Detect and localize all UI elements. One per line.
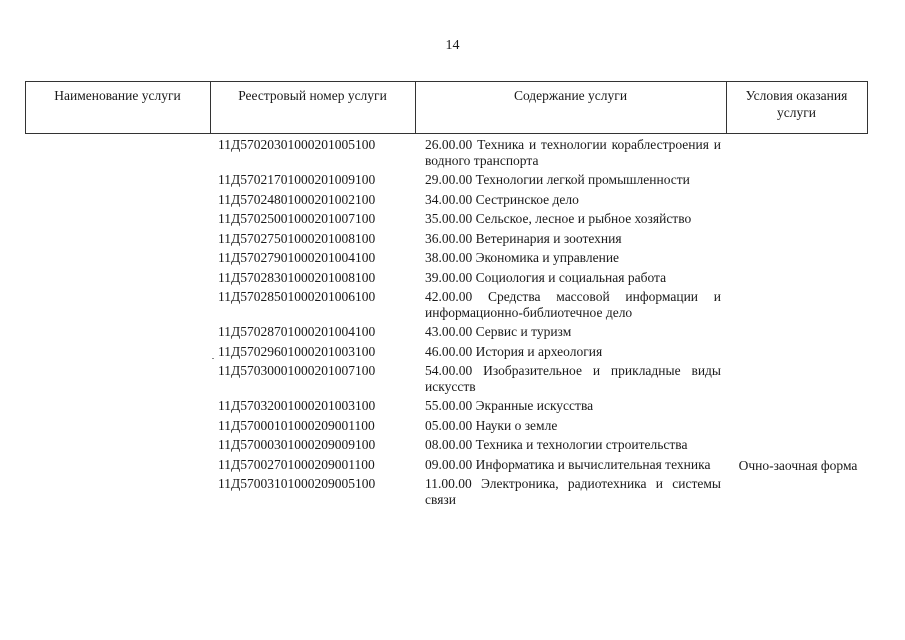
table-row — [0, 211, 905, 231]
registry-number: 11Д57028301000201008100 — [218, 269, 376, 285]
registry-number: 11Д57000301000209009100 — [218, 437, 376, 452]
service-content: 54.00.00 Изобразительное и прикладные виды искусств — [425, 363, 721, 394]
header-top-border — [25, 81, 868, 82]
service-content: 08.00.00 Техника и технологии строительства — [425, 437, 688, 452]
table-row — [0, 250, 905, 270]
table-row — [0, 437, 905, 457]
registry-number: 11Д57002701000209001100 — [218, 456, 375, 472]
service-content: 11.00.00 Электроника, радиотехника и системы связи — [425, 476, 721, 507]
registry-number: 11Д57027501000201008100 — [218, 230, 376, 246]
table-body — [0, 137, 905, 511]
service-content: 29.00.00 Технологии легкой промышленности — [425, 172, 690, 187]
table-row — [0, 172, 905, 192]
service-content: 09.00.00 Информатика и вычислительная техника — [425, 456, 711, 472]
registry-number: 11Д57021701000201009100 — [218, 172, 376, 187]
header-bottom-border — [25, 133, 868, 134]
table-row — [0, 192, 905, 212]
service-content: 38.00.00 Экономика и управление — [425, 250, 620, 265]
registry-number: 11Д57000101000209001100 — [218, 417, 375, 433]
service-content: 36.00.00 Ветеринария и зоотехния — [425, 230, 622, 246]
registry-number: 11Д57029601000201003100 — [218, 343, 376, 359]
service-content: 46.00.00 История и археология — [425, 343, 603, 359]
service-content: 35.00.00 Сельское, лесное и рыбное хозяйство — [425, 211, 692, 226]
column-divider — [867, 81, 868, 134]
registry-number: 11Д57020301000201005100 — [218, 137, 376, 152]
registry-number: 11Д57003101000209005100 — [218, 476, 376, 491]
table-row — [0, 344, 905, 364]
header-service-content: Содержание услуги — [513, 88, 628, 103]
table-row — [0, 363, 905, 398]
table-row — [0, 418, 905, 438]
registry-number: 11Д57032001000201003100 — [218, 398, 376, 413]
registry-number: 11Д57030001000201007100 — [218, 363, 376, 378]
service-content: 42.00.00 Средства массовой информации и информационно-библиотечное дело — [425, 289, 721, 320]
table-row — [0, 476, 905, 511]
table-row — [0, 398, 905, 418]
header-service-name: Наименование услуги — [54, 88, 181, 103]
table-row — [0, 289, 905, 324]
registry-number: 11Д57025001000201007100 — [218, 211, 376, 226]
table-header — [25, 81, 868, 134]
registry-number: 11Д57027901000201004100 — [218, 250, 376, 265]
service-content: 34.00.00 Сестринское дело — [425, 191, 579, 207]
service-content: 39.00.00 Социология и социальная работа — [425, 269, 667, 285]
service-content: 55.00.00 Экранные искусства — [425, 398, 594, 413]
page-number: 14 — [445, 38, 460, 53]
table-row — [0, 270, 905, 290]
service-content: 43.00.00 Сервис и туризм — [425, 324, 572, 339]
service-content: 05.00.00 Науки о земле — [425, 417, 558, 433]
table-row — [0, 137, 905, 172]
scan-artifact — [212, 358, 214, 359]
table-row — [0, 324, 905, 344]
registry-number: 11Д57028501000201006100 — [218, 289, 376, 304]
registry-number: 11Д57028701000201004100 — [218, 324, 376, 339]
header-registry-number: Реестровый номер услуги — [238, 88, 387, 103]
service-condition: Очно-заочная форма — [738, 458, 858, 473]
table-row — [0, 231, 905, 251]
registry-number: 11Д57024801000201002100 — [218, 191, 376, 207]
service-content: 26.00.00 Техника и технологии кораблестроения и водного транспорта — [425, 137, 721, 168]
header-service-conditions: Условия оказания услуги — [745, 88, 848, 120]
